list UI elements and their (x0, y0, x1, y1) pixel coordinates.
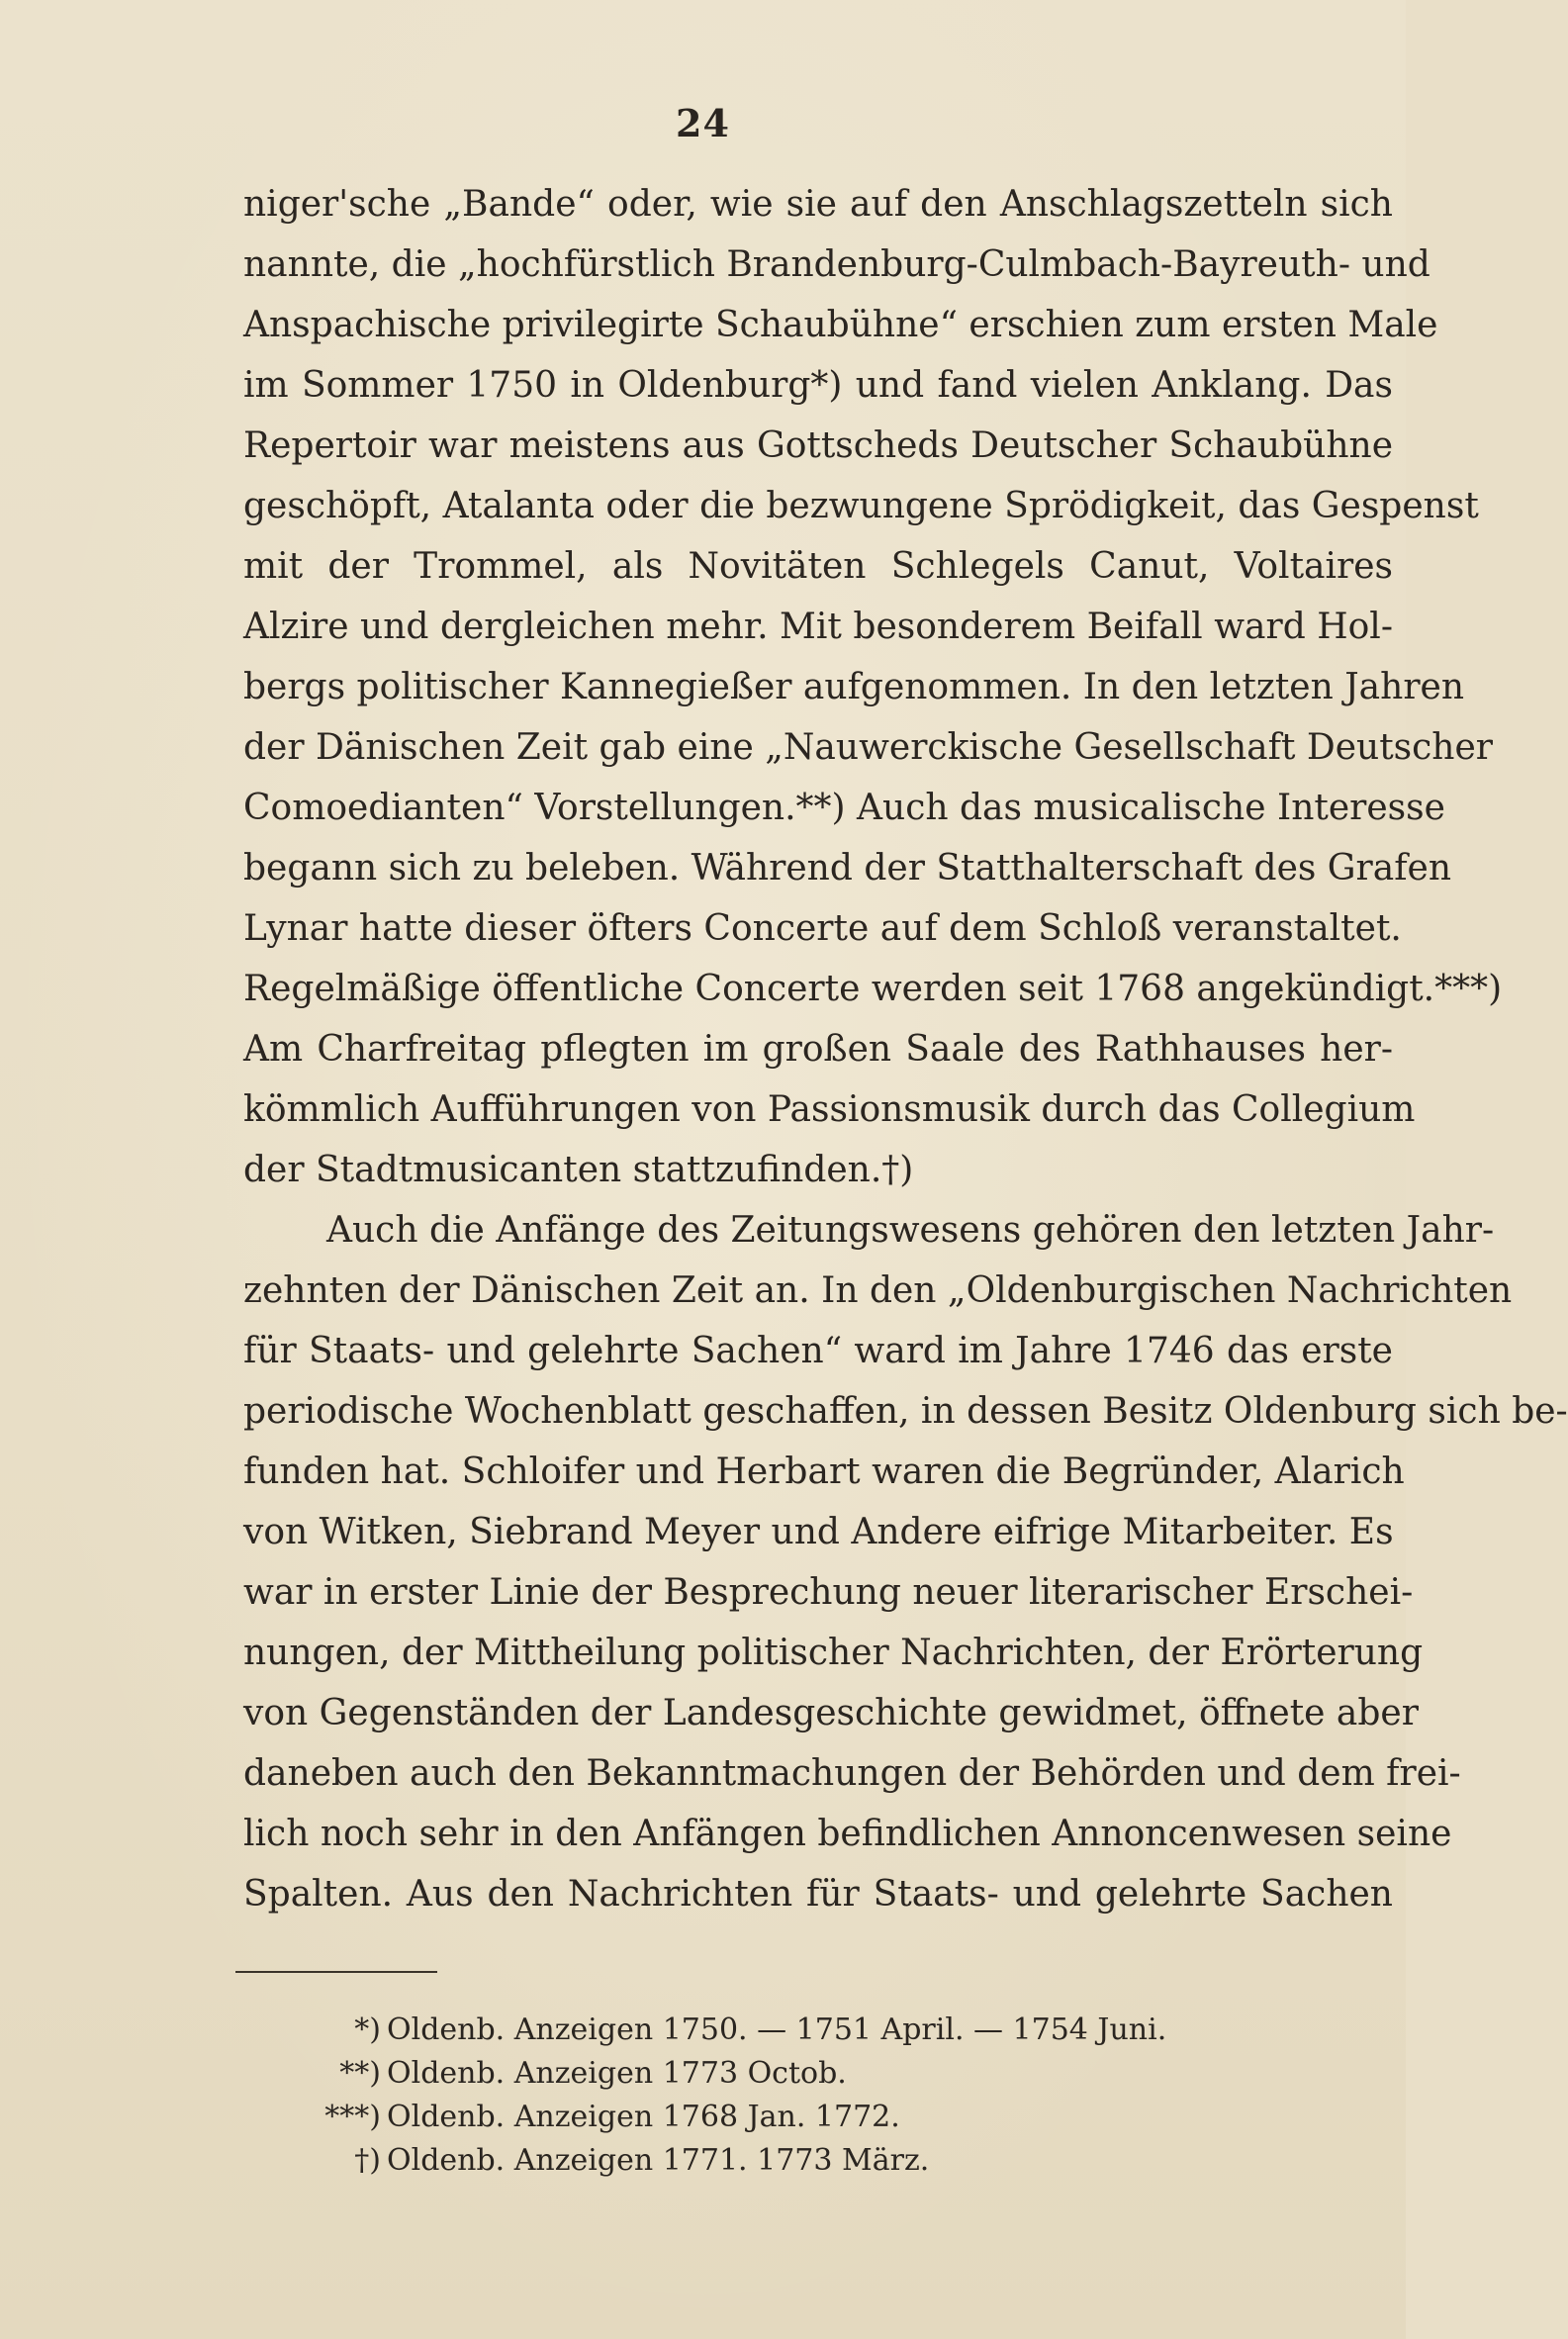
footnote-mark: **) (339, 2056, 381, 2091)
text-line: von Witken, Siebrand Meyer und Andere eifrige Mitarbeiter. Es (243, 1512, 1394, 1552)
footnote-mark: †) (354, 2143, 381, 2178)
text-line: war in erster Linie der Besprechung neuer literarischer Erschei- (243, 1572, 1414, 1613)
text-line: zehnten der Dänischen Zeit an. In den „Oldenburgischen Nachrichten (243, 1270, 1513, 1311)
text-line: für Staats- und gelehrte Sachen“ ward im Jahre 1746 das erste (243, 1331, 1393, 1371)
text-line: funden hat. Schloifer und Herbart waren die Begründer, Alarich (243, 1451, 1405, 1492)
text-line: der Stadtmusicanten stattzufinden.†) (243, 1150, 914, 1190)
text-line: Spalten. Aus den Nachrichten für Staats- und gelehrte Sachen (243, 1874, 1393, 1915)
text-line: bergs politischer Kannegießer aufgenommen. In den letzten Jahren (243, 667, 1465, 707)
text-line: periodische Wochenblatt geschaffen, in dessen Besitz Oldenburg sich be- (243, 1391, 1568, 1432)
footnote-text: Oldenb. Anzeigen 1768 Jan. 1772. (387, 2100, 900, 2134)
footnote (247, 2009, 1336, 2052)
text-line: kömmlich Aufführungen von Passionsmusik durch das Collegium (243, 1089, 1416, 1130)
text-line: nungen, der Mittheilung politischer Nachrichten, der Erörterung (243, 1633, 1424, 1673)
footnote-divider (235, 1971, 437, 1973)
body-text (243, 174, 1568, 1924)
text-line: begann sich zu beleben. Während der Statthalterschaft des Grafen (243, 848, 1452, 889)
text-line: Regelmäßige öffentliche Concerte werden seit 1768 angekündigt.***) (243, 969, 1503, 1009)
footnote-text: Oldenb. Anzeigen 1750. — 1751 April. — 1754 Juni. (387, 2012, 1167, 2047)
text-line: Anspachische privilegirte Schaubühne“ erschien zum ersten Male (243, 305, 1438, 345)
footnote-text: Oldenb. Anzeigen 1773 Octob. (387, 2056, 847, 2091)
text-line: der Dänischen Zeit gab eine „Nauwerckische Gesellschaft Deutscher (243, 727, 1494, 768)
footnote (247, 2139, 1336, 2183)
page-number: 24 (676, 101, 730, 145)
footnote (247, 2096, 1336, 2139)
text-line: Am Charfreitag pflegten im großen Saale des Rathhauses her- (243, 1029, 1393, 1070)
text-line: geschöpft, Atalanta oder die bezwungene Sprödigkeit, das Gespenst (243, 486, 1479, 526)
text-line: von Gegenständen der Landesgeschichte gewidmet, öffnete aber (243, 1693, 1419, 1733)
text-line: daneben auch den Bekanntmachungen der Behörden und dem frei- (243, 1753, 1461, 1794)
text-line: Comoedianten“ Vorstellungen.**) Auch das musicalische Interesse (243, 788, 1445, 828)
text-line: niger'sche „Bande“ oder, wie sie auf den Anschlagszetteln sich (243, 184, 1393, 225)
text-line: Lynar hatte dieser öfters Concerte auf dem Schloß veranstaltet. (243, 908, 1402, 949)
footnote-text: Oldenb. Anzeigen 1771. 1773 März. (387, 2143, 930, 2178)
text-line: mit der Trommel, als Novitäten Schlegels Canut, Voltaires (243, 546, 1393, 587)
text-line: Repertoir war meistens aus Gottscheds Deutscher Schaubühne (243, 425, 1393, 466)
footnote (247, 2052, 1336, 2096)
footnote-mark: *) (354, 2012, 381, 2047)
footnotes (247, 2009, 1336, 2183)
footnote-mark: ***) (324, 2100, 381, 2134)
text-line: nannte, die „hochfürstlich Brandenburg-Culmbach-Bayreuth- und (243, 244, 1430, 285)
text-line: im Sommer 1750 in Oldenburg*) und fand vielen Anklang. Das (243, 365, 1393, 406)
paragraph-start-line: Auch die Anfänge des Zeitungswesens gehören den letzten Jahr- (326, 1210, 1495, 1251)
text-line: Alzire und dergleichen mehr. Mit besonderem Beifall ward Hol- (243, 607, 1393, 647)
text-line: lich noch sehr in den Anfängen befindlichen Annoncenwesen seine (243, 1814, 1452, 1854)
